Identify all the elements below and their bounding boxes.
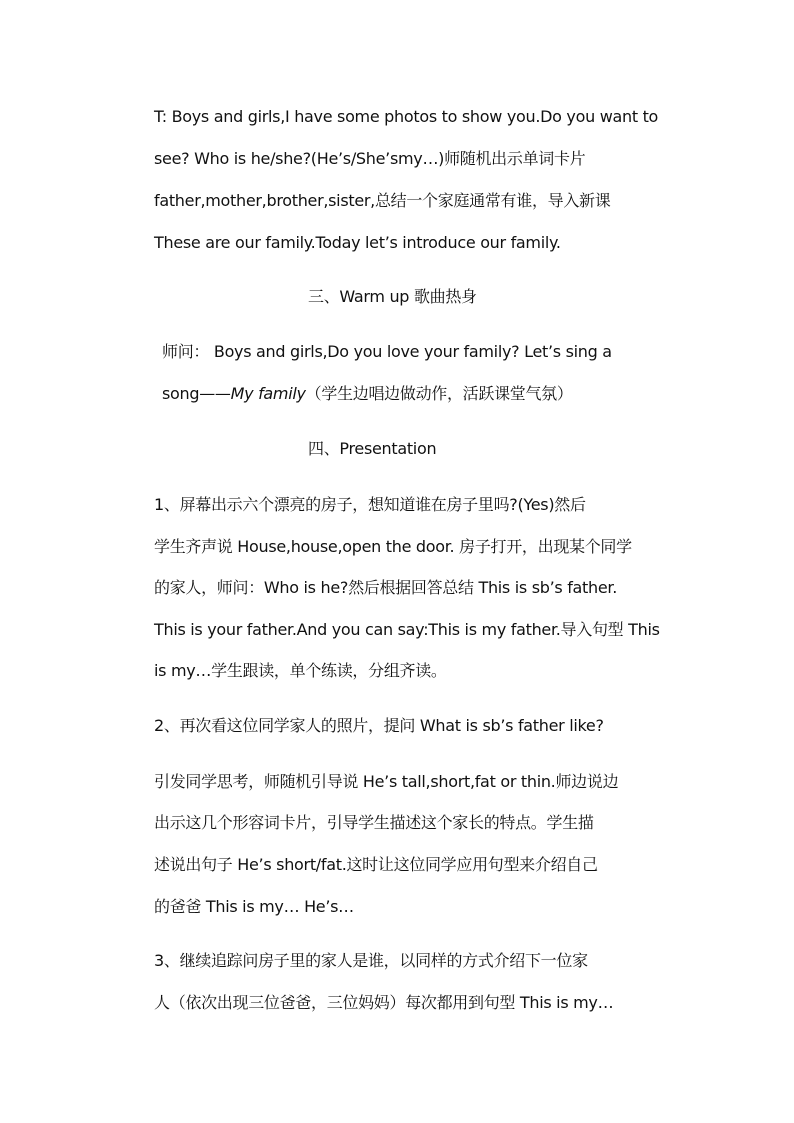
- intro-line-1: T: Boys and girls,I have some photos to show you.Do you want to: [154, 107, 659, 126]
- para-line-3: 述说出句子 He’s short/fat.这时让这位同学应用句型来介绍自己: [154, 855, 598, 874]
- item-1-line-1: 1、屏幕出示六个漂亮的房子，想知道谁在房子里吗?(Yes)然后: [154, 495, 586, 514]
- intro-line-2: see? Who is he/she?(He’s/She’smy…)师随机出示单词卡片: [154, 149, 586, 168]
- item-1-line-5: is my…学生跟读，单个练读，分组齐读。: [154, 661, 447, 680]
- item-3-line-2: 人（依次出现三位爸爸，三位妈妈）每次都用到句型 This is my…: [154, 993, 614, 1012]
- item-1-line-3: 的家人，师问：Who is he?然后根据回答总结 This is sb’s father.: [154, 578, 618, 597]
- section-3-heading: 三、Warm up 歌曲热身: [308, 287, 477, 306]
- item-1-line-4: This is your father.And you can say:This is my father.导入句型 This: [154, 620, 660, 639]
- section-3-line-2: [162, 383, 573, 405]
- item-1-line-2: 学生齐声说 House,house,open the door. 房子打开，出现某个同学: [154, 537, 632, 556]
- section-4-heading: 四、Presentation: [308, 439, 437, 458]
- song-note: （学生边唱边做动作，活跃课堂气氛）: [305, 384, 573, 403]
- song-prefix: song——: [162, 384, 231, 403]
- song-title: My family: [230, 384, 306, 403]
- para-line-4: 的爸爸 This is my… He’s…: [154, 897, 354, 916]
- intro-line-4: These are our family.Today let’s introduce our family.: [154, 233, 561, 252]
- item-2-line: 2、再次看这位同学家人的照片，提问 What is sb’s father like?: [154, 716, 604, 735]
- item-3-line-1: 3、继续追踪问房子里的家人是谁，以同样的方式介绍下一位家: [154, 951, 588, 970]
- para-line-2: 出示这几个形容词卡片，引导学生描述这个家长的特点。学生描: [154, 813, 594, 832]
- para-line-1: 引发同学思考，师随机引导说 He’s tall,short,fat or thin.师边说边: [154, 772, 619, 791]
- section-3-line-1: 师问： Boys and girls,Do you love your family? Let’s sing a: [162, 342, 612, 361]
- intro-line-3: father,mother,brother,sister,总结一个家庭通常有谁，导入新课: [154, 191, 611, 210]
